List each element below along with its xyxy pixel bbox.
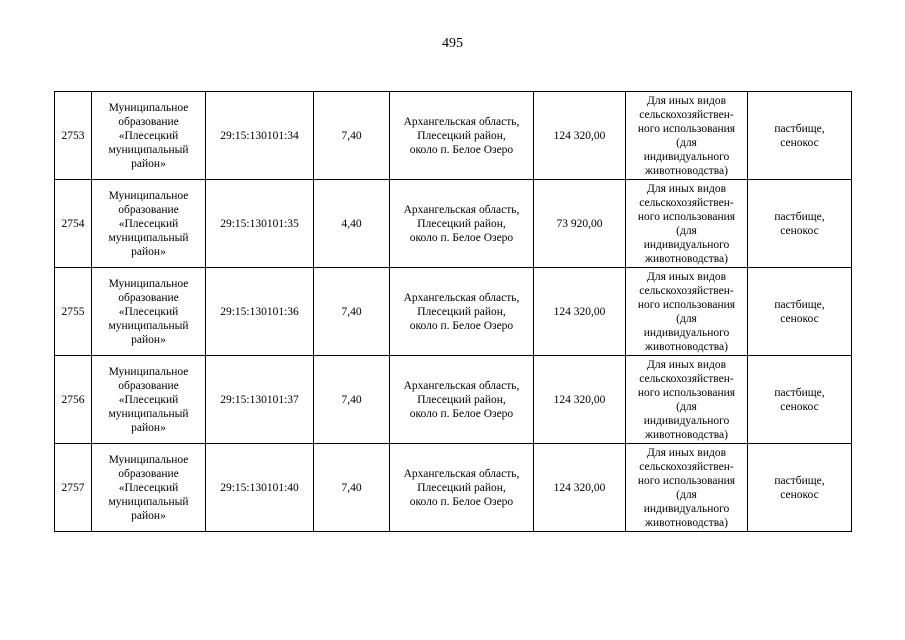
cadastral-number-cell: 29:15:130101:40 (206, 444, 314, 532)
address-text: Архангельская область, Плесецкий район, около п. Белое Озеро (403, 467, 520, 508)
use-category-text: Для иных видов сельскохозяйствен- ного использования (для индивидуального животноводства) (637, 94, 736, 177)
table-row (55, 268, 852, 356)
address-cell (390, 356, 534, 444)
table-row (55, 356, 852, 444)
use-category-cell (626, 92, 748, 180)
cost-cell: 124 320,00 (534, 356, 626, 444)
owner-text: Муниципальное образование «Плесецкий муниципальный район» (108, 365, 189, 434)
owner-text: Муниципальное образование «Плесецкий муниципальный район» (108, 277, 189, 346)
owner-cell (92, 268, 206, 356)
address-cell (390, 268, 534, 356)
cadastral-number-cell: 29:15:130101:35 (206, 180, 314, 268)
row-number-cell: 2753 (55, 92, 92, 180)
table-row (55, 180, 852, 268)
owner-cell (92, 92, 206, 180)
use-category-text: Для иных видов сельскохозяйствен- ного использования (для индивидуального животноводства) (637, 358, 736, 441)
area-cell: 7,40 (314, 92, 390, 180)
land-type-text: пастбище, сенокос (774, 386, 825, 413)
area-cell: 7,40 (314, 444, 390, 532)
use-category-cell (626, 268, 748, 356)
address-text: Архангельская область, Плесецкий район, около п. Белое Озеро (403, 203, 520, 244)
cadastral-number-cell: 29:15:130101:34 (206, 92, 314, 180)
area-cell: 7,40 (314, 268, 390, 356)
land-type-cell (748, 180, 852, 268)
owner-text: Муниципальное образование «Плесецкий муниципальный район» (108, 101, 189, 170)
page-number: 495 (442, 36, 463, 51)
use-category-text: Для иных видов сельскохозяйствен- ного использования (для индивидуального животноводства) (637, 446, 736, 529)
cadastral-number-cell: 29:15:130101:36 (206, 268, 314, 356)
cost-cell: 73 920,00 (534, 180, 626, 268)
use-category-text: Для иных видов сельскохозяйствен- ного использования (для индивидуального животноводства) (637, 182, 736, 265)
owner-cell (92, 444, 206, 532)
row-number-cell: 2756 (55, 356, 92, 444)
cost-cell: 124 320,00 (534, 92, 626, 180)
address-cell (390, 92, 534, 180)
address-text: Архангельская область, Плесецкий район, около п. Белое Озеро (403, 291, 520, 332)
row-number-cell: 2754 (55, 180, 92, 268)
area-cell: 4,40 (314, 180, 390, 268)
use-category-cell (626, 444, 748, 532)
address-text: Архангельская область, Плесецкий район, около п. Белое Озеро (403, 115, 520, 156)
table-row (55, 92, 852, 180)
cost-cell: 124 320,00 (534, 268, 626, 356)
land-type-text: пастбище, сенокос (774, 210, 825, 237)
cost-cell: 124 320,00 (534, 444, 626, 532)
land-type-cell (748, 444, 852, 532)
land-type-cell (748, 92, 852, 180)
address-cell (390, 444, 534, 532)
address-cell (390, 180, 534, 268)
use-category-cell (626, 356, 748, 444)
land-type-text: пастбище, сенокос (774, 474, 825, 501)
land-type-cell (748, 268, 852, 356)
owner-text: Муниципальное образование «Плесецкий муниципальный район» (108, 189, 189, 258)
address-text: Архангельская область, Плесецкий район, около п. Белое Озеро (403, 379, 520, 420)
land-plots-table (54, 91, 852, 532)
land-type-text: пастбище, сенокос (774, 122, 825, 149)
use-category-cell (626, 180, 748, 268)
owner-cell (92, 356, 206, 444)
owner-cell (92, 180, 206, 268)
row-number-cell: 2755 (55, 268, 92, 356)
area-cell: 7,40 (314, 356, 390, 444)
land-type-cell (748, 356, 852, 444)
table-row (55, 444, 852, 532)
cadastral-number-cell: 29:15:130101:37 (206, 356, 314, 444)
owner-text: Муниципальное образование «Плесецкий муниципальный район» (108, 453, 189, 522)
row-number-cell: 2757 (55, 444, 92, 532)
use-category-text: Для иных видов сельскохозяйствен- ного использования (для индивидуального животноводства) (637, 270, 736, 353)
land-type-text: пастбище, сенокос (774, 298, 825, 325)
